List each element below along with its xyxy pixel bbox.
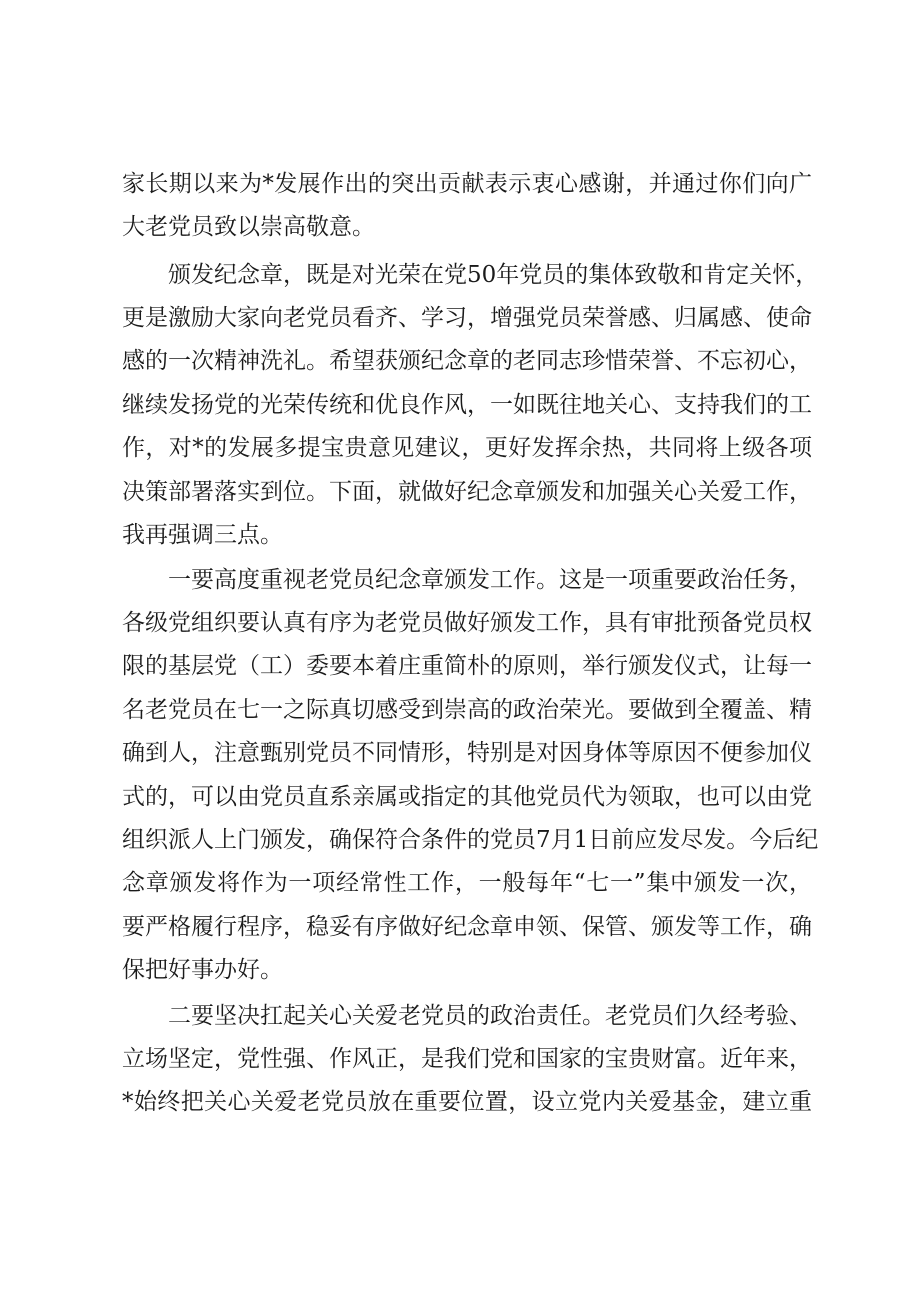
text-line: 念章颁发将作为一项经常性工作，一般每年“七一”集中颁发一次，	[122, 870, 812, 896]
text-line: 继续发扬党的光荣传统和优良作风，一如既往地关心、支持我们的工	[122, 392, 812, 418]
text-line: 各级党组织要认真有序为老党员做好颁发工作，具有审批预备党员权	[122, 610, 812, 636]
paragraph-first-line: 一要高度重视老党员纪念章颁发工作。这是一项重要政治任务，	[168, 567, 812, 593]
text-line: 名老党员在七一之际真切感受到崇高的政治荣光。要做到全覆盖、精	[122, 697, 812, 723]
text-line: 确到人，注意甄别党员不同情形，特别是对因身体等原因不便参加仪	[122, 740, 812, 766]
text-line: 更是激励大家向老党员看齐、学习，增强党员荣誉感、归属感、使命	[122, 305, 812, 331]
paragraph-first-line: 颁发纪念章，既是对光荣在党50年党员的集体致敬和肯定关怀，	[168, 262, 819, 288]
text-line: 作，对*的发展多提宝贵意见建议，更好发挥余热，共同将上级各项	[122, 435, 812, 461]
text-line: 组织派人上门颁发，确保符合条件的党员7月1日前应发尽发。今后纪	[122, 827, 819, 853]
text-line: 感的一次精神洗礼。希望获颁纪念章的老同志珍惜荣誉、不忘初心，	[122, 348, 812, 374]
text-line: *始终把关心关爱老党员放在重要位置，设立党内关爱基金，建立重	[122, 1089, 812, 1115]
text-line: 家长期以来为*发展作出的突出贡献表示衷心感谢，并通过你们向广	[122, 171, 812, 197]
text-line: 大老党员致以崇高敬意。	[122, 214, 375, 240]
text-line: 保把好事办好。	[122, 957, 283, 983]
text-line: 我再强调三点。	[122, 522, 283, 548]
paragraph-first-line: 二要坚决扛起关心关爱老党员的政治责任。老党员们久经考验、	[168, 1003, 812, 1029]
text-line: 限的基层党（工）委要本着庄重简朴的原则，举行颁发仪式，让每一	[122, 653, 812, 679]
text-line: 决策部署落实到位。下面，就做好纪念章颁发和加强关心关爱工作，	[122, 479, 812, 505]
text-line: 要严格履行程序，稳妥有序做好纪念章申领、保管、颁发等工作，确	[122, 914, 812, 940]
text-line: 立场坚定，党性强、作风正，是我们党和国家的宝贵财富。近年来，	[122, 1046, 812, 1072]
text-line: 式的，可以由党员直系亲属或指定的其他党员代为领取，也可以由党	[122, 784, 812, 810]
